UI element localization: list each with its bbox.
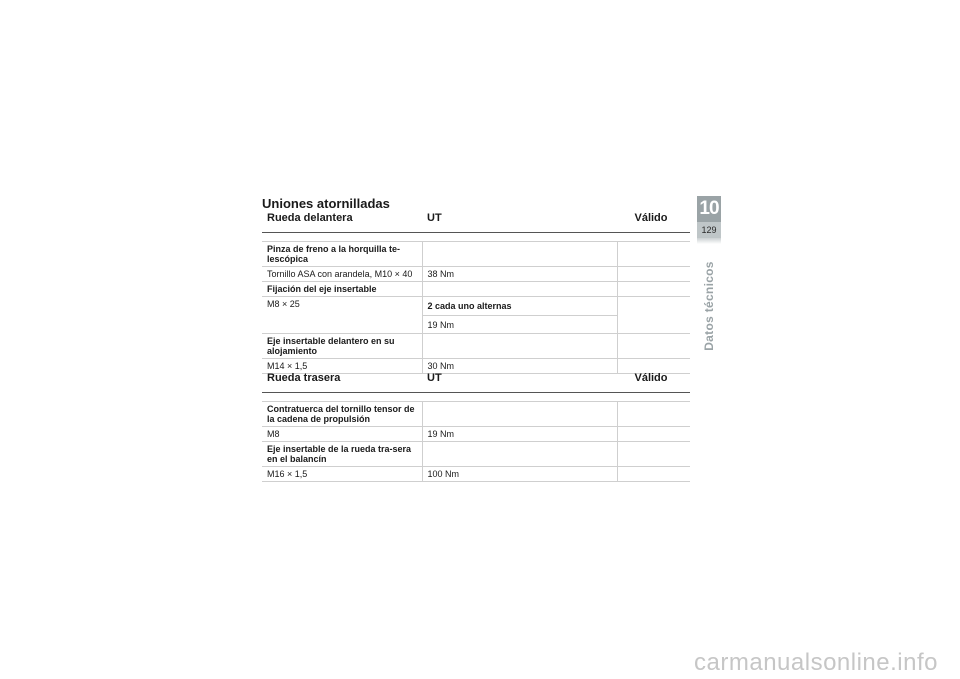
table-row	[262, 267, 690, 282]
col-header-part: Rueda delantera	[262, 208, 422, 233]
torque-note: 2 cada uno alternas	[422, 297, 617, 316]
table-header	[262, 368, 690, 393]
section-title: Uniones atornilladas	[262, 196, 390, 211]
table-row	[262, 242, 690, 267]
col-header-torque: UT	[422, 368, 617, 393]
valid-cell	[617, 442, 690, 467]
torque-value	[422, 242, 617, 267]
chapter-tab	[697, 196, 721, 244]
fastener-spec: M14 × 1,5	[262, 359, 422, 374]
fastener-spec: Tornillo ASA con arandela, M10 × 40	[262, 267, 422, 282]
table-row	[262, 442, 690, 467]
col-header-torque: UT	[422, 208, 617, 233]
rear-wheel-table	[262, 368, 690, 482]
table-header	[262, 208, 690, 233]
chapter-side-label: Datos técnicos	[702, 261, 716, 351]
page-number: 129	[697, 222, 721, 238]
torque-value	[422, 442, 617, 467]
table-row	[262, 402, 690, 427]
valid-cell	[617, 427, 690, 442]
col-header-part: Rueda trasera	[262, 368, 422, 393]
valid-cell	[617, 242, 690, 267]
torque-value: 19 Nm	[422, 316, 617, 334]
valid-cell	[617, 467, 690, 482]
torque-value: 38 Nm	[422, 267, 617, 282]
torque-value	[422, 334, 617, 359]
fastener-spec: M8 × 25	[262, 297, 422, 334]
table-row	[262, 427, 690, 442]
table-row	[262, 297, 690, 316]
torque-value: 19 Nm	[422, 427, 617, 442]
valid-cell	[617, 267, 690, 282]
chapter-number: 10	[697, 196, 721, 222]
torque-value	[422, 402, 617, 427]
col-header-valid: Válido	[617, 368, 690, 393]
tab-fade	[697, 238, 721, 244]
valid-cell	[617, 282, 690, 297]
table-row	[262, 467, 690, 482]
front-wheel-table	[262, 208, 690, 374]
part-name: Eje insertable delantero en su alojamiento	[262, 334, 422, 359]
part-name: Pinza de freno a la horquilla te-lescópica	[262, 242, 422, 267]
part-name: Eje insertable de la rueda tra-sera en el balancín	[262, 442, 422, 467]
table-row	[262, 334, 690, 359]
valid-cell	[617, 297, 690, 334]
col-header-valid: Válido	[617, 208, 690, 233]
valid-cell	[617, 334, 690, 359]
table-row	[262, 282, 690, 297]
torque-value	[422, 282, 617, 297]
torque-value: 100 Nm	[422, 467, 617, 482]
torque-value: 30 Nm	[422, 359, 617, 374]
fastener-spec: M16 × 1,5	[262, 467, 422, 482]
fastener-spec: M8	[262, 427, 422, 442]
part-name: Contratuerca del tornillo tensor de la cadena de propulsión	[262, 402, 422, 427]
watermark: carmanualsonline.info	[694, 649, 938, 676]
valid-cell	[617, 402, 690, 427]
part-name: Fijación del eje insertable	[262, 282, 422, 297]
